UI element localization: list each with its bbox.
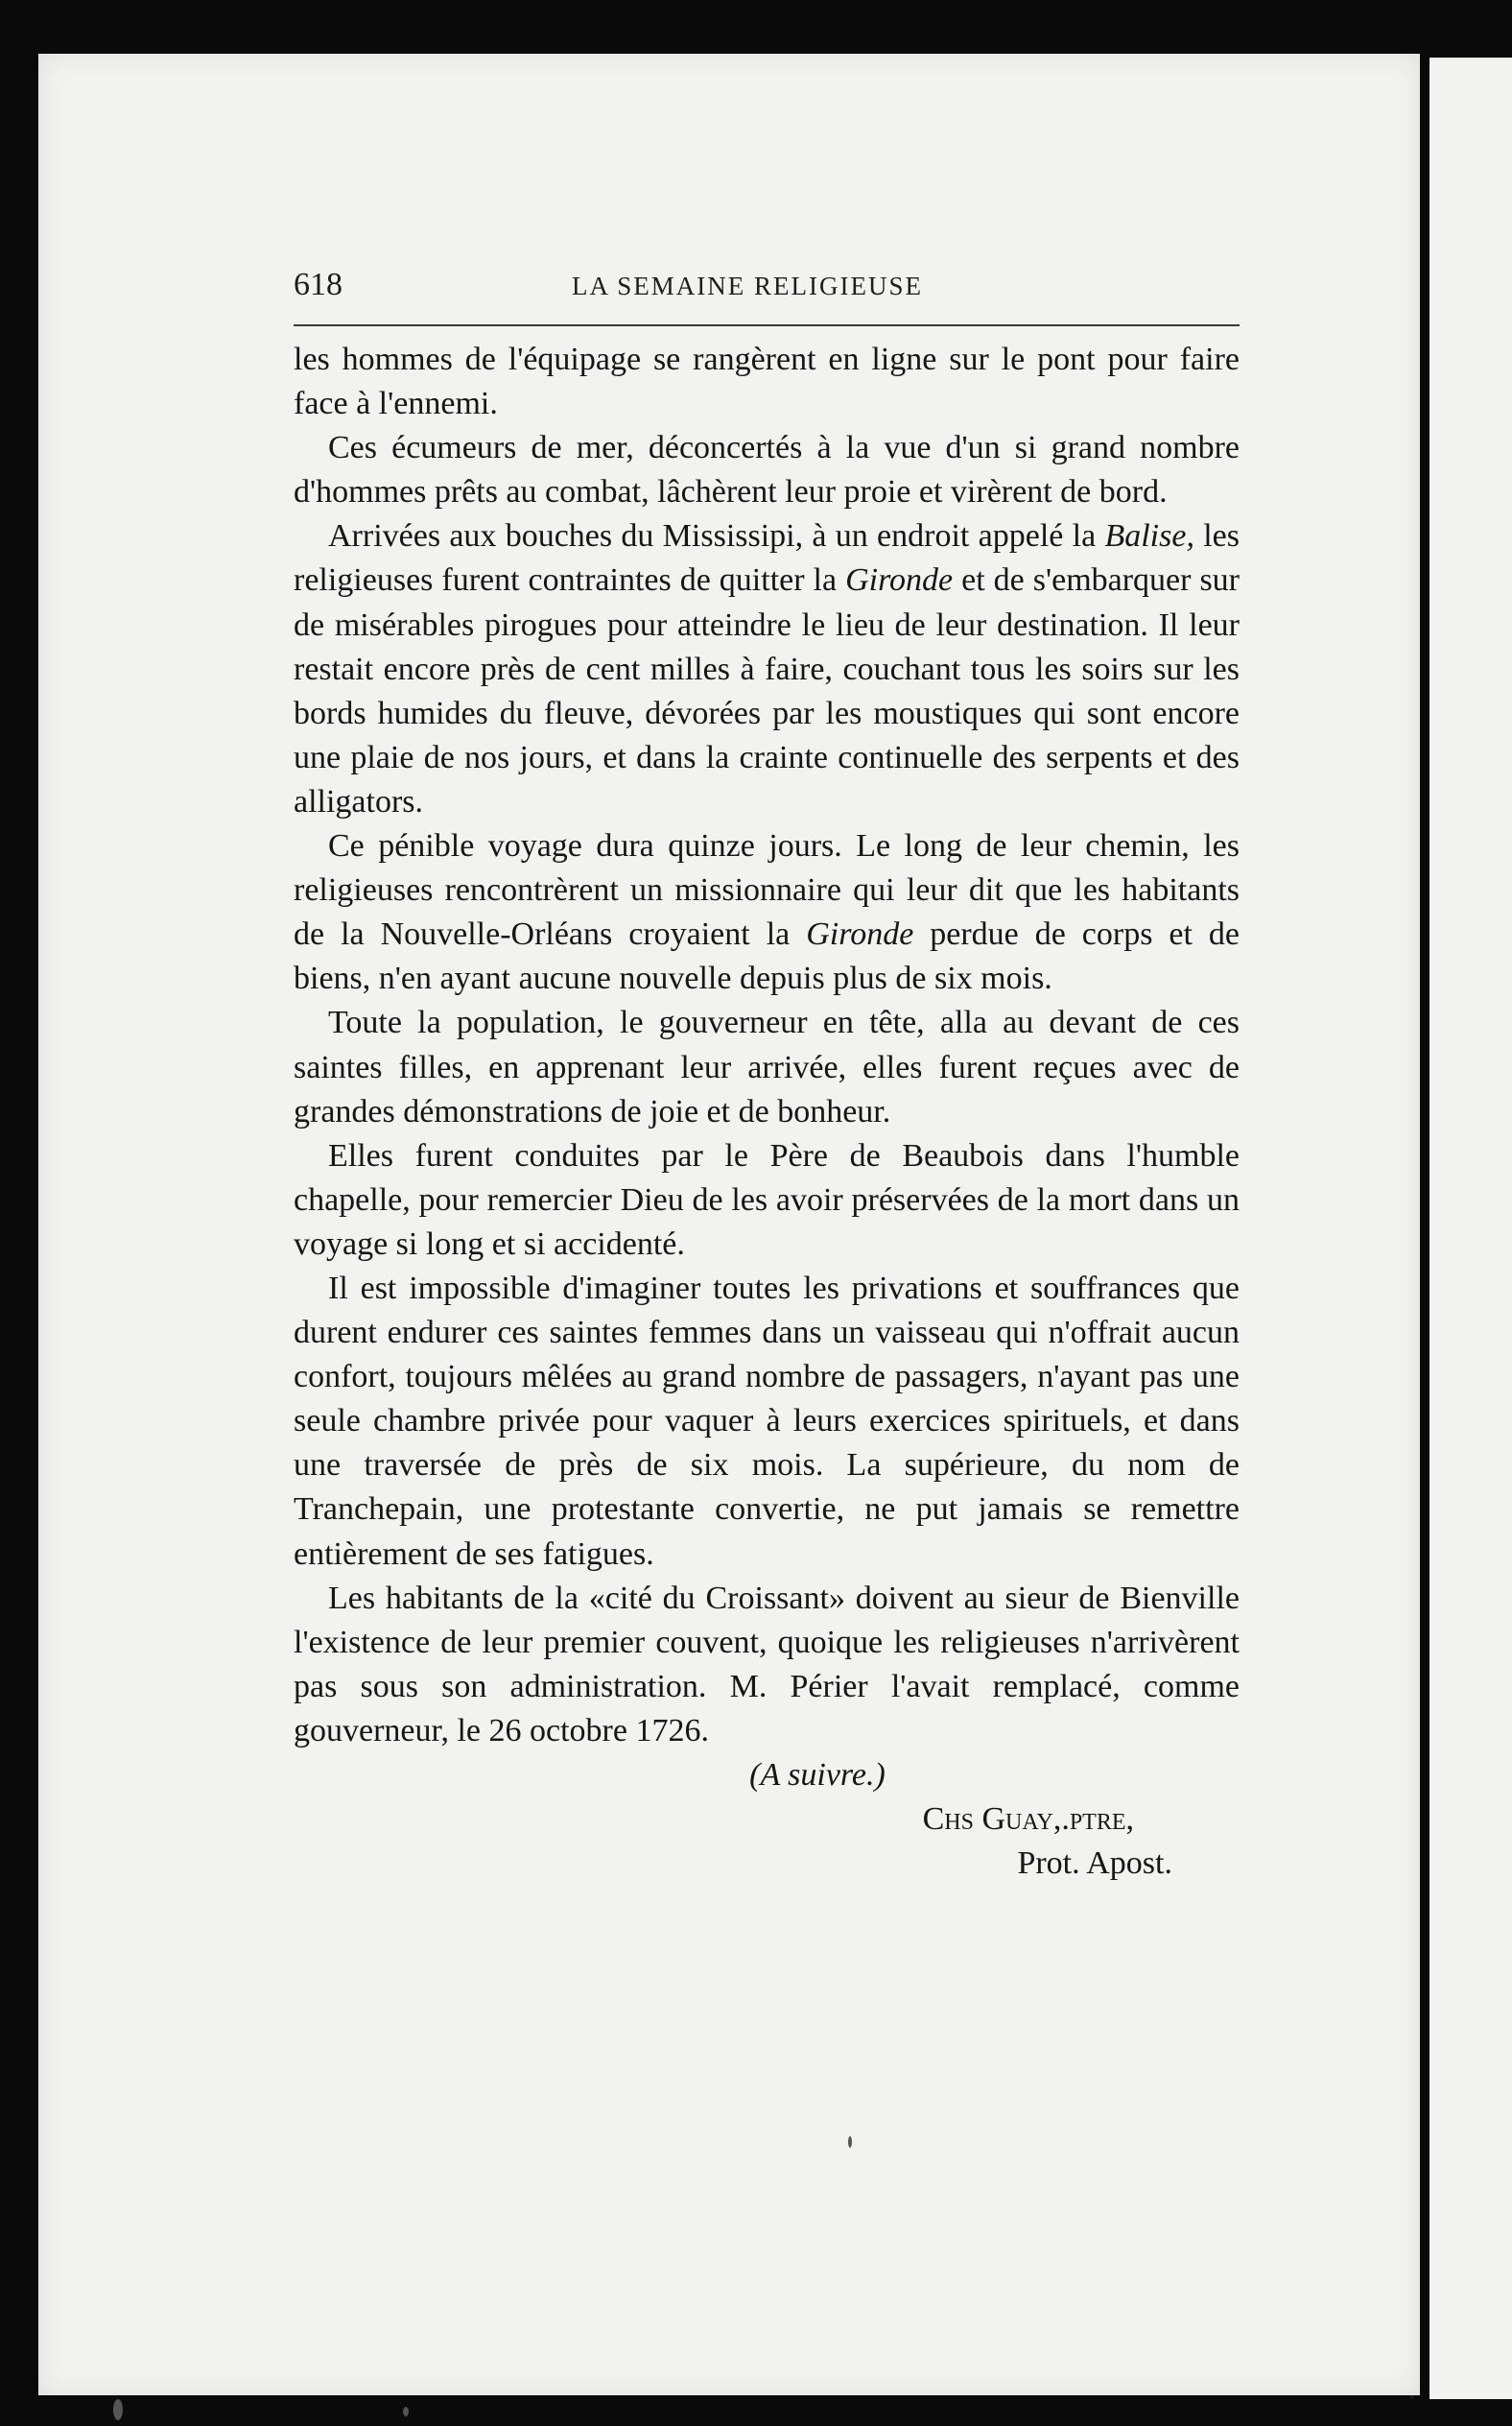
paragraph-3-lead: Arrivées aux bouches du Mississipi, à un endroit appelé la bbox=[328, 518, 1097, 555]
author-title: Prot. Apost. bbox=[1017, 1845, 1172, 1882]
running-title: LA SEMAINE RELIGIEUSE bbox=[572, 272, 923, 300]
ship-name-gironde: Gironde bbox=[845, 562, 954, 599]
paragraph-4-lead: Ce pénible voyage dura quinze jours. Le long de leur chemin, les religieuses rencontrèrent un missionnaire qui leur dit que les habitants de la Nouvelle-Orléans croyaient la bbox=[294, 828, 1240, 953]
paragraph-3-mid: les religieuses furent contraintes de quitter la bbox=[294, 518, 1240, 599]
article-body bbox=[294, 338, 1240, 1886]
page-header bbox=[294, 267, 1240, 305]
place-name-balise: Balise, bbox=[1104, 518, 1194, 555]
scan-speck bbox=[113, 2399, 123, 2420]
paragraph-5: Toute la population, le gouverneur en tête, alla au devant de ces saintes filles, en apprenant leur arrivée, elles furent reçues avec de grandes démonstrations de joie et de bonheur. bbox=[294, 1005, 1240, 1130]
paragraph-2: Ces écumeurs de mer, déconcertés à la vue d'un si grand nombre d'hommes prêts au combat, lâchèrent leur proie et virèrent de bord. bbox=[294, 430, 1240, 511]
paragraph-4-rest: perdue de corps et de biens, n'en ayant aucune nouvelle depuis plus de six mois. bbox=[294, 916, 1240, 997]
scan-speck bbox=[403, 2407, 409, 2416]
scan-speck bbox=[848, 2136, 852, 2148]
author-signature bbox=[294, 1797, 1240, 1842]
ship-name-gironde-2: Gironde bbox=[806, 916, 914, 953]
to-be-continued: (A suivre.) bbox=[749, 1757, 886, 1793]
header-rule bbox=[294, 324, 1240, 326]
next-page-edge bbox=[1429, 58, 1512, 2399]
paragraph-6: Elles furent conduites par le Père de Beaubois dans l'humble chapelle, pour remercier Dieu de les avoir préservées de la mort dans un voyage si long et si accidenté. bbox=[294, 1137, 1240, 1262]
page-number: 618 bbox=[294, 267, 343, 302]
paragraph-7: Il est impossible d'imaginer toutes les privations et souffrances que durent endurer ces saintes femmes dans un vaisseau qui n'offrait aucun confort, toujours mêlées au grand nombre de passagers, n'ayant pas une seule chambre privée pour vaquer à leurs exercices spirituels, et dans une traversée de près de six mois. La supérieure, du nom de Tranchepain, une protestante convertie, ne put jamais se remettre entièrement de ses fatigues. bbox=[294, 1270, 1240, 1572]
paragraph-3-rest: et de s'embarquer sur de misérables pirogues pour atteindre le lieu de leur destination. Il leur restait encore près de cent milles à faire, couchant tous les soirs sur les bords humides du fleuve, dévorées par les moustiques qui sont encore une plaie de nos jours, et dans la crainte continuelle des serpents et des alligators. bbox=[294, 562, 1240, 820]
author-name: Chs Guay,.ptre, bbox=[922, 1801, 1134, 1838]
paragraph-1: les hommes de l'équipage se rangèrent en ligne sur le pont pour faire face à l'ennemi. bbox=[294, 342, 1240, 422]
paragraph-4 bbox=[294, 824, 1240, 1001]
paragraph-3 bbox=[294, 514, 1240, 824]
paragraph-8: Les habitants de la «cité du Croissant» doivent au sieur de Bienville l'existence de leur premier couvent, quoique les religieuses n'arrivèrent pas sous son administration. M. Périer l'avait remplacé, comme gouverneur, le 26 octobre 1726. bbox=[294, 1580, 1240, 1748]
